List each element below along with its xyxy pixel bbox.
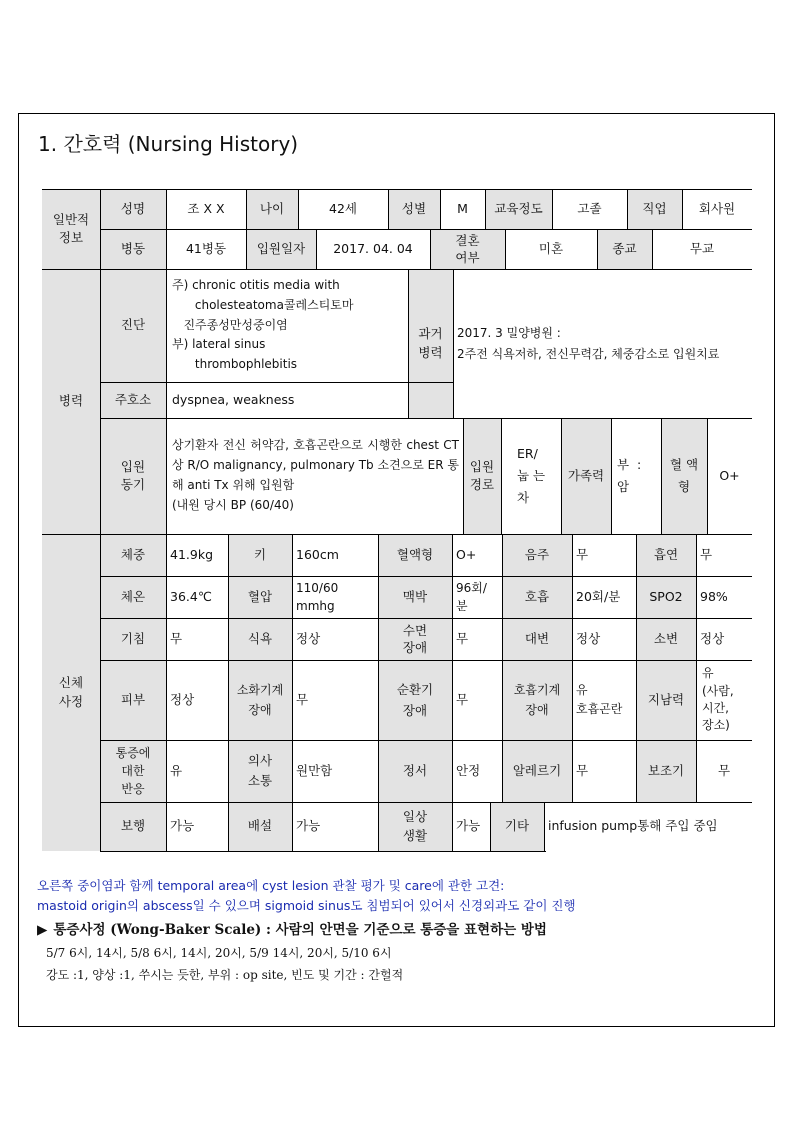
- appetite-value: 정상: [292, 618, 378, 660]
- resp-system-value: 유 호흡곤란: [572, 660, 636, 740]
- sleep-value: 무: [452, 618, 502, 660]
- note-line-1: 오른쪽 중이염과 함께 temporal area에 cyst lesion 관찰 평가 및 care에 관한 고견:: [37, 878, 505, 893]
- spo2-label: SPO2: [636, 576, 696, 618]
- circulation-label: 순환기 장애: [378, 660, 452, 740]
- religion-label: 종교: [597, 229, 652, 269]
- assistive-device-value: 무: [696, 740, 752, 802]
- cough-value: 무: [166, 618, 228, 660]
- admission-motive-label: 입원 동기: [100, 418, 166, 534]
- stool-label: 대변: [502, 618, 572, 660]
- pain-heading-text: 통증사정 (Wong-Baker Scale) : 사람의 안면을 기준으로 통증을 표현하는 방법: [53, 922, 547, 938]
- admit-label: 입원일자: [246, 229, 316, 269]
- adl-value: 가능: [452, 802, 490, 851]
- past-history-label: 과거 병력: [408, 269, 453, 418]
- temperature-label: 체온: [100, 576, 166, 618]
- walking-label: 보행: [100, 802, 166, 851]
- physical-section-label: 신체 사정: [42, 534, 100, 851]
- page-title: 1. 간호력 (Nursing History): [38, 132, 299, 156]
- pain-response-value: 유: [166, 740, 228, 802]
- admission-route-label: 입원 경로: [463, 418, 501, 534]
- diagnosis-label: 진단: [100, 269, 166, 382]
- bt-value: O+: [452, 534, 502, 576]
- temperature-value: 36.4℃: [166, 576, 228, 618]
- name-label: 성명: [100, 189, 166, 229]
- bt-label: 혈액형: [378, 534, 452, 576]
- communication-value: 원만함: [292, 740, 378, 802]
- communication-label: 의사 소통: [228, 740, 292, 802]
- walking-value: 가능: [166, 802, 228, 851]
- skin-value: 정상: [166, 660, 228, 740]
- bp-value: 110/60 mmhg: [292, 576, 378, 618]
- blood-type-label: 혈 액 형: [661, 418, 707, 534]
- urine-value: 정상: [696, 618, 752, 660]
- name-value: 조 X X: [166, 189, 246, 229]
- cough-label: 기침: [100, 618, 166, 660]
- weight-label: 체중: [100, 534, 166, 576]
- ward-value: 41병동: [166, 229, 246, 269]
- smoking-label: 흡연: [636, 534, 696, 576]
- pain-times: 5/7 6시, 14시, 5/8 6시, 14시, 20시, 5/9 14시, 20시, 5/10 6시: [46, 946, 392, 960]
- height-value: 160cm: [292, 534, 378, 576]
- admission-route-value: ER/ 눕 는 차: [501, 418, 561, 534]
- sleep-label: 수면 장애: [378, 618, 452, 660]
- religion-value: 무교: [652, 229, 752, 269]
- admission-motive-value: 상기환자 전신 허약감, 호흡곤란으로 시행한 chest CT 상 R/O malignancy, pulmonary Tb 소견으로 ER 통해 anti Tx 위해 입원함 (내원 당시 BP (60/40): [166, 418, 463, 534]
- stool-value: 정상: [572, 618, 636, 660]
- sex-value: M: [440, 189, 485, 229]
- drinking-value: 무: [572, 534, 636, 576]
- allergy-label: 알레르기: [502, 740, 572, 802]
- pain-response-label: 통증에 대한 반응: [100, 740, 166, 802]
- marriage-label: 결혼 여부: [430, 229, 505, 269]
- excretion-value: 가능: [292, 802, 378, 851]
- edu-value: 고졸: [552, 189, 627, 229]
- chief-complaint-label: 주호소: [100, 382, 166, 418]
- appetite-label: 식욕: [228, 618, 292, 660]
- chief-complaint-value: dyspnea, weakness: [166, 382, 408, 418]
- emotion-value: 안정: [452, 740, 502, 802]
- excretion-label: 배설: [228, 802, 292, 851]
- gi-label: 소화기계 장애: [228, 660, 292, 740]
- marriage-value: 미혼: [505, 229, 597, 269]
- age-label: 나이: [246, 189, 298, 229]
- history-section-label: 병력: [42, 269, 100, 534]
- blood-type-value: O+: [707, 418, 752, 534]
- spo2-value: 98%: [696, 576, 752, 618]
- ward-label: 병동: [100, 229, 166, 269]
- smoking-value: 무: [696, 534, 752, 576]
- note-line-2: mastoid origin의 abscess일 수 있으며 sigmoid sinus도 침범되어 있어서 신경외과도 같이 진행: [37, 898, 576, 913]
- past-history-value: 2017. 3 밀양병원 : 2주전 식욕저하, 전신무력감, 체중감소로 입원치료: [453, 269, 752, 418]
- bp-label: 혈압: [228, 576, 292, 618]
- respiration-value: 20회/분: [572, 576, 636, 618]
- height-label: 키: [228, 534, 292, 576]
- orientation-value: 유 (사람, 시간, 장소): [696, 660, 752, 740]
- gi-value: 무: [292, 660, 378, 740]
- pulse-value: 96회/ 분: [452, 576, 502, 618]
- general-section-label: 일반적 정보: [42, 189, 100, 269]
- drinking-label: 음주: [502, 534, 572, 576]
- diagnosis-value: 주) chronic otitis media with cholesteatoma콜레스티토마 진주종성만성중이염 부) lateral sinus thrombophlebitis: [166, 269, 408, 382]
- etc-value: infusion pump통해 주입 중임: [544, 802, 752, 851]
- triangle-bullet-icon: ▶: [37, 922, 48, 938]
- respiration-label: 호흡: [502, 576, 572, 618]
- adl-label: 일상 생활: [378, 802, 452, 851]
- allergy-value: 무: [572, 740, 636, 802]
- edu-label: 교육정도: [485, 189, 552, 229]
- skin-label: 피부: [100, 660, 166, 740]
- job-label: 직업: [627, 189, 682, 229]
- etc-label: 기타: [490, 802, 544, 851]
- pain-assessment-heading: [37, 918, 547, 938]
- family-history-label: 가족력: [561, 418, 611, 534]
- pain-detail: 강도 :1, 양상 :1, 쑤시는 듯한, 부위 : op site, 빈도 및 기간 : 간헐적: [46, 968, 404, 982]
- family-history-value: 부 : 암: [611, 418, 661, 534]
- age-value: 42세: [298, 189, 388, 229]
- sex-label: 성별: [388, 189, 440, 229]
- circulation-value: 무: [452, 660, 502, 740]
- weight-value: 41.9kg: [166, 534, 228, 576]
- job-value: 회사원: [682, 189, 752, 229]
- pulse-label: 맥박: [378, 576, 452, 618]
- orientation-label: 지남력: [636, 660, 696, 740]
- urine-label: 소변: [636, 618, 696, 660]
- admit-value: 2017. 04. 04: [316, 229, 430, 269]
- emotion-label: 정서: [378, 740, 452, 802]
- assistive-device-label: 보조기: [636, 740, 696, 802]
- resp-system-label: 호흡기계 장애: [502, 660, 572, 740]
